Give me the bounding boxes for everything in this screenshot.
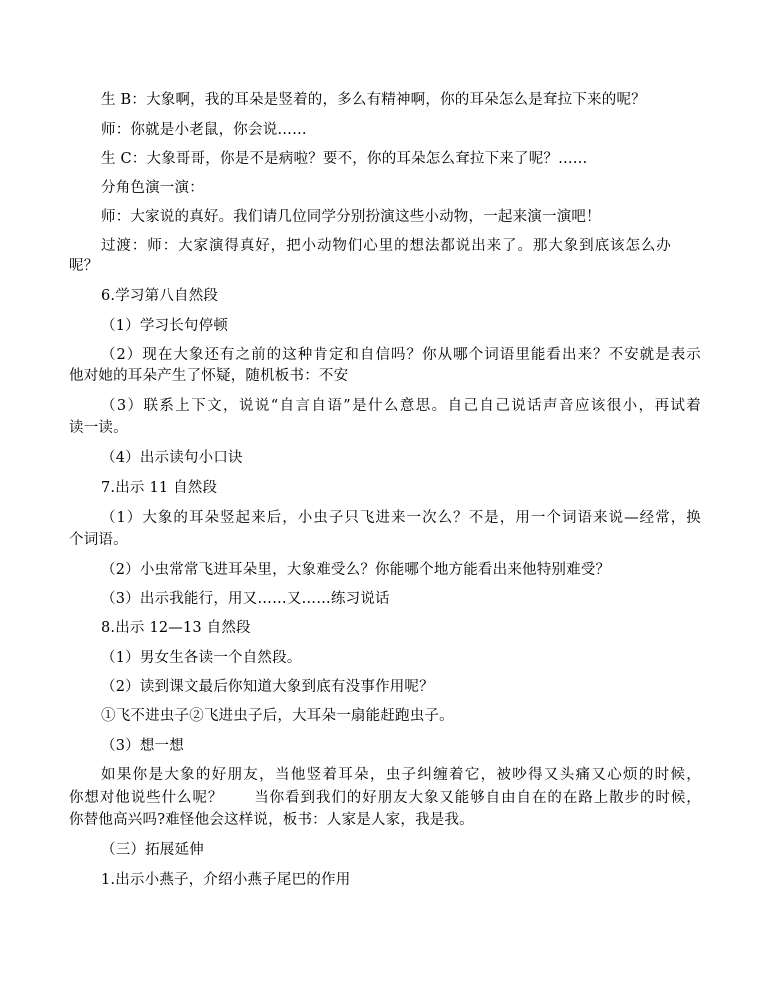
text-line-11: 他对她的耳朵产生了怀疑，随机板书：不安 — [69, 368, 349, 384]
text-line-2: 师：你就是小老鼠，你会说…… — [101, 122, 307, 138]
text-line-23: ①飞不进虫子②飞进虫子后，大耳朵一扇能赶跑虫子。 — [101, 708, 454, 724]
text-line-26: 你想对他说些什么呢？ 当你看到我们的好朋友大象又能够自由自在的在路上散步的时候， — [69, 790, 701, 806]
text-line-21: （1）男女生各读一个自然段。 — [101, 650, 302, 666]
text-line-27: 你替他高兴吗?难怪他会这样说，板书：人家是人家，我是我。 — [69, 812, 474, 828]
text-line-7: 呢？ — [69, 258, 99, 274]
text-line-19: （3）出示我能行，用又……又……练习说话 — [101, 591, 390, 607]
text-line-24: （3）想一想 — [101, 738, 184, 754]
text-line-4: 分角色演一演： — [101, 180, 204, 196]
text-line-6: 过渡：师：大家演得真好，把小动物们心里的想法都说出来了。那大象到底该怎么办 — [101, 238, 671, 254]
text-line-25: 如果你是大象的好朋友，当他竖着耳朵，虫子纠缠着它，被吵得又头痛又心烦的时候， — [101, 767, 701, 783]
text-line-15: 7.出示 11 自然段 — [101, 480, 218, 496]
text-line-22: （2）读到课文最后你知道大象到底有没事作用呢？ — [101, 679, 434, 695]
text-line-18: （2）小虫常常飞进耳朵里，大象难受么？你能哪个地方能看出来他特别难受？ — [101, 562, 611, 578]
text-line-20: 8.出示 12—13 自然段 — [101, 620, 251, 636]
text-line-9: （1）学习长句停顿 — [101, 318, 229, 334]
text-line-29: 1.出示小燕子，介绍小燕子尾巴的作用 — [101, 872, 351, 888]
text-line-17: 个词语。 — [69, 532, 128, 548]
text-line-1: 生 B：大象啊，我的耳朵是竖着的，多么有精神啊，你的耳朵怎么是耷拉下来的呢？ — [101, 92, 646, 108]
text-line-14: （4）出示读句小口诀 — [101, 450, 243, 466]
text-line-8: 6.学习第八自然段 — [101, 288, 219, 304]
text-line-3: 生 C：大象哥哥，你是不是病啦？要不，你的耳朵怎么耷拉下来了呢？…… — [101, 151, 588, 167]
text-line-16: （1）大象的耳朵竖起来后，小虫子只飞进来一次么？不是，用一个词语来说—经常，换 — [101, 510, 701, 526]
text-line-5: 师：大家说的真好。我们请几位同学分别扮演这些小动物，一起来演一演吧！ — [101, 209, 601, 225]
text-line-28: （三）拓展延伸 — [101, 842, 204, 858]
text-line-13: 读一读。 — [69, 420, 128, 436]
text-line-10: （2）现在大象还有之前的这种肯定和自信吗？你从哪个词语里能看出来？不安就是表示 — [101, 347, 701, 363]
text-line-12: （3）联系上下文，说说“自言自语”是什么意思。自己自己说话声音应该很小，再试着 — [101, 398, 701, 414]
